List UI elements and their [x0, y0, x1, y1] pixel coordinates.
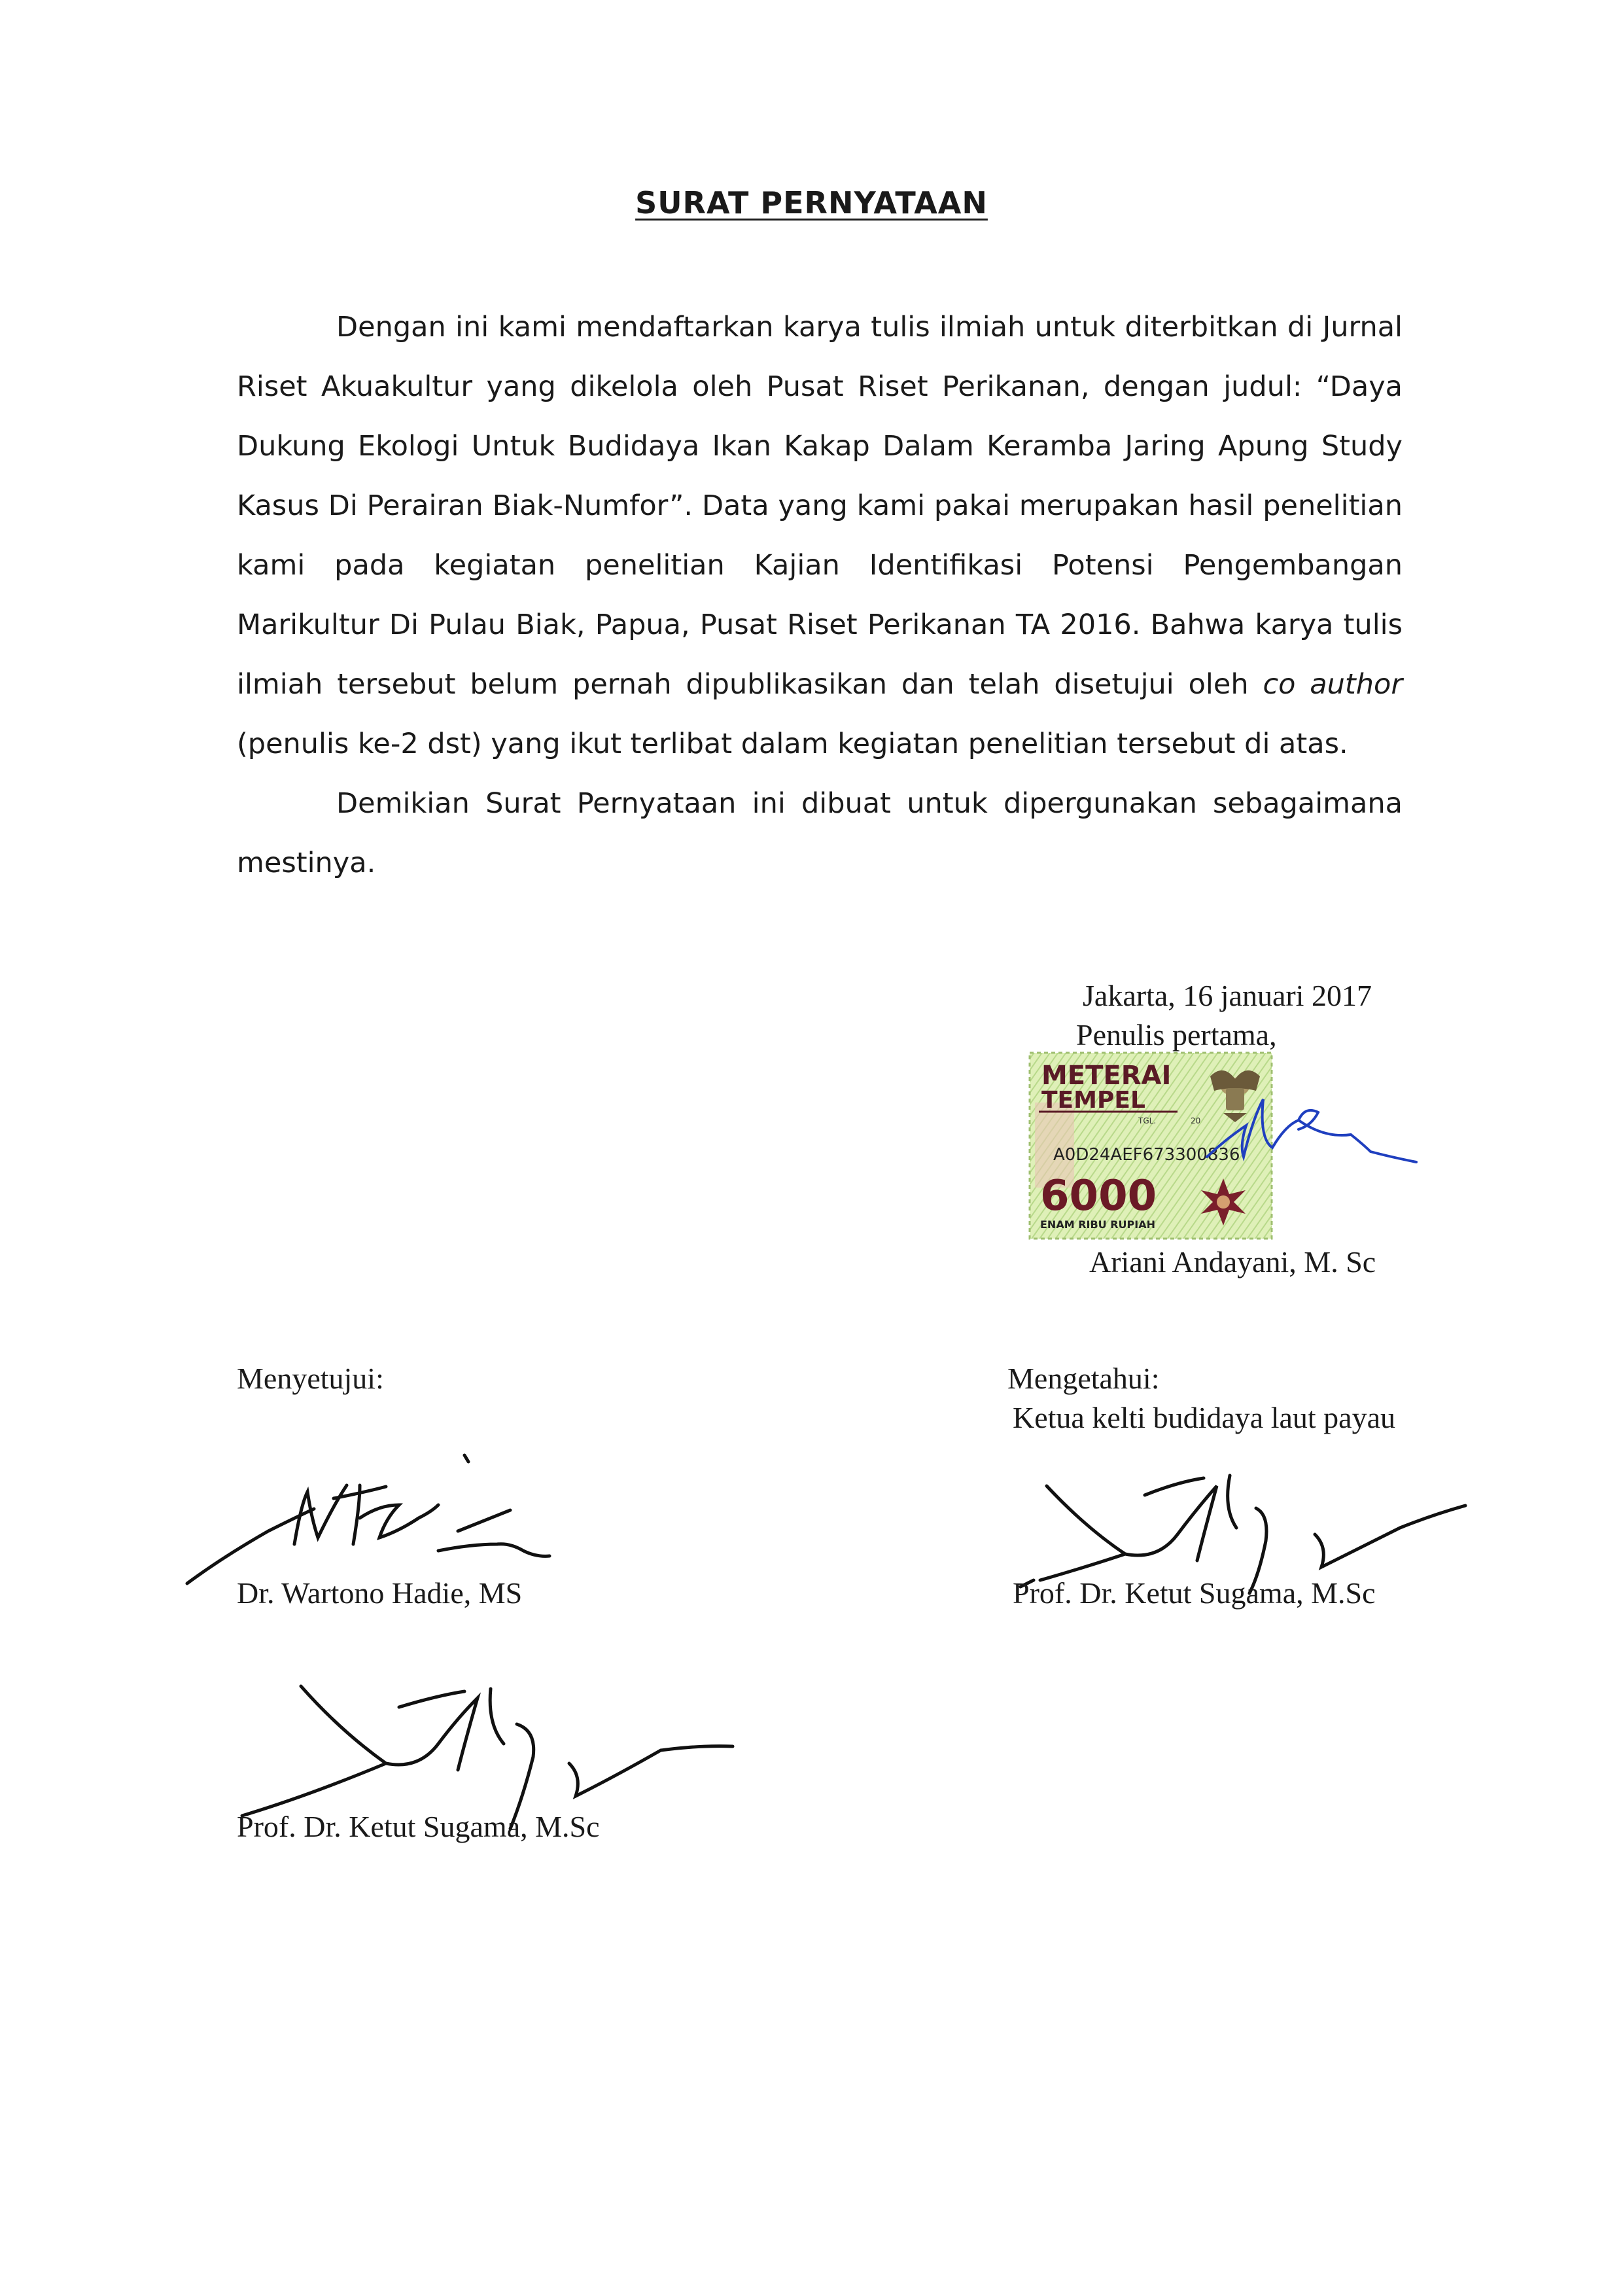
author-role: Penulis pertama, — [1076, 1018, 1277, 1051]
approval-left-name: Dr. Wartono Hadie, MS — [237, 1576, 523, 1610]
wartono-signature — [183, 1446, 602, 1597]
letter-body — [237, 298, 1403, 893]
stamp-tgl: TGL. — [1138, 1116, 1157, 1125]
paragraph-2: Demikian Surat Pernyataan ini dibuat untuk dipergunakan sebagaimana mestinya. — [237, 787, 1403, 879]
author-signature — [1200, 1080, 1423, 1178]
approval-right-role: Ketua kelti budidaya laut payau — [1013, 1401, 1396, 1434]
document-title: SURAT PERNYATAAN — [635, 185, 988, 221]
stamp-line2: TEMPEL — [1041, 1087, 1145, 1114]
place-date: Jakarta, 16 januari 2017 — [1083, 979, 1372, 1012]
italic-co-author: co author — [1263, 668, 1403, 701]
author-name: Ariani Andayani, M. Sc — [1089, 1245, 1376, 1279]
stamp-year: 20 — [1191, 1116, 1201, 1125]
stamp-line1: METERAI — [1041, 1061, 1172, 1091]
stamp-value: 6000 — [1040, 1172, 1157, 1220]
stamp-serial: A0D24AEF673300836 — [1053, 1145, 1240, 1165]
approval-right-name: Prof. Dr. Ketut Sugama, M.Sc — [1013, 1576, 1376, 1610]
stamp-value-words: ENAM RIBU RUPIAH — [1040, 1218, 1155, 1231]
paragraph-1: Dengan ini kami mendaftarkan karya tulis ilmiah untuk diterbitkan di Jurnal Riset Akuakultur yang dikelola oleh Pusat Riset Perikanan, dengan judul: “Daya Dukung Ekologi Untuk Budidaya Ikan Kakap Dalam Keramba Jaring Apung Study Kasus Di Perairan Biak-Numfor”. Data yang kami pakai merupakan hasil penelitian kami pada kegiatan penelitian Kajian Identifikasi Potensi Pengembangan Marikultur Di Pulau Biak, Papua, Pusat Riset Perikanan TA 2016. Bahwa karya tulis ilmiah tersebut belum pernah dipublikasikan dan telah disetujui oleh co author (penulis ke-2 dst) yang ikut terlibat dalam kegiatan penelitian tersebut di atas. — [237, 311, 1403, 760]
approval-right-label: Mengetahui: — [1007, 1362, 1160, 1395]
approval-bottom-name: Prof. Dr. Ketut Sugama, M.Sc — [237, 1810, 600, 1843]
approval-left-label: Menyetujui: — [237, 1362, 384, 1395]
